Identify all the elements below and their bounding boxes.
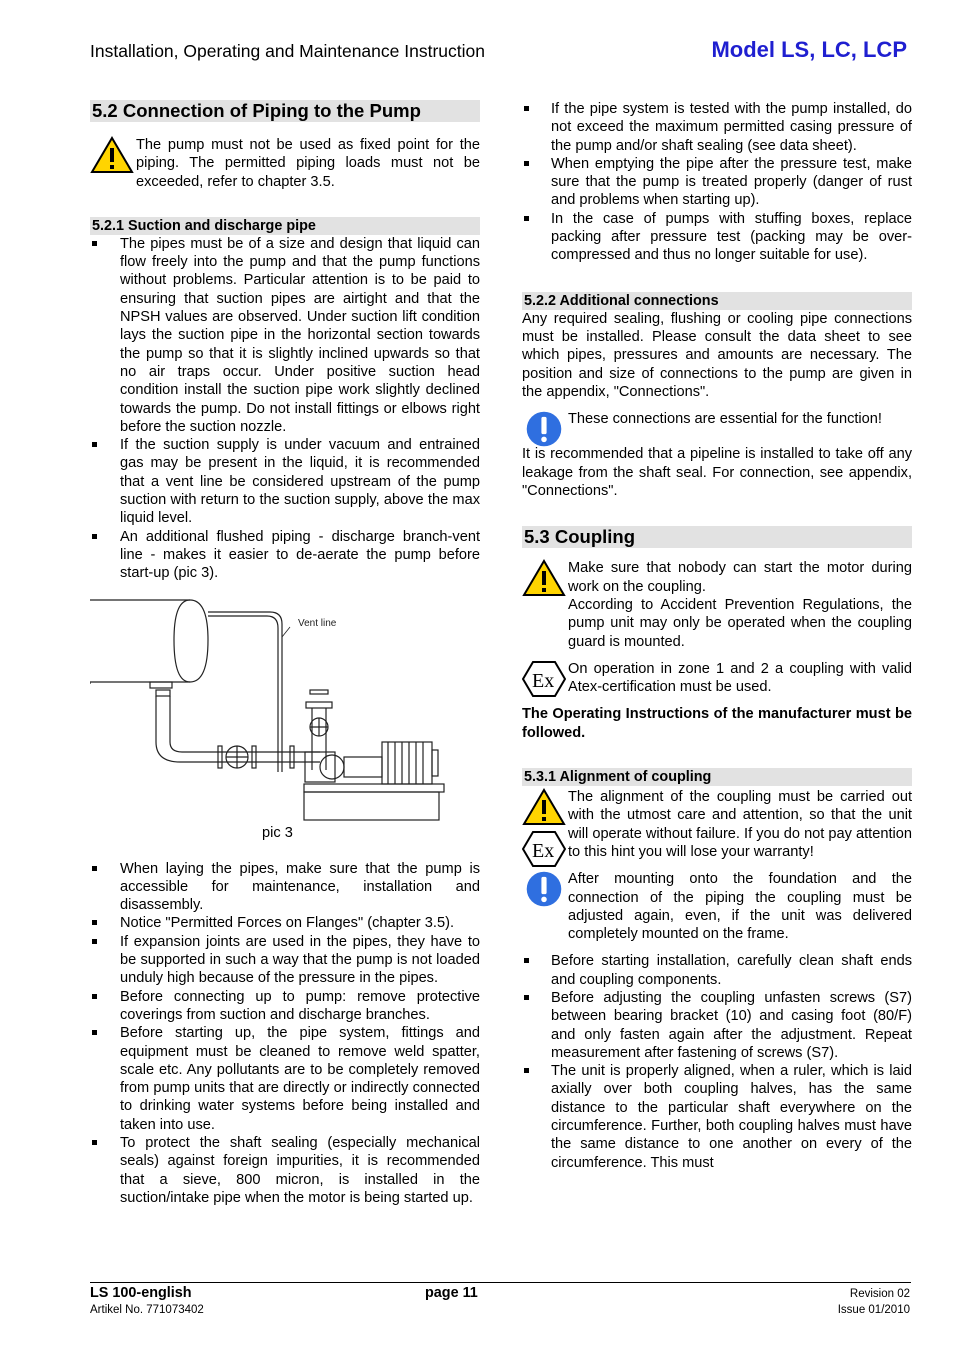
section-heading-5-3: 5.3 Coupling — [522, 526, 912, 548]
list-item: When laying the pipes, make sure that the pump is accessible for maintenance, installation and disassembly. — [90, 860, 480, 915]
figure-caption: pic 3 — [262, 824, 293, 841]
info-text: These connections are essential for the function! — [568, 411, 882, 428]
info-text: After mounting onto the foundation and the connection of the piping the coupling must be adjusted again, even, if the unit was delivered completely mounted on the frame. — [568, 871, 912, 943]
piping-notes-list — [90, 860, 480, 1208]
footer-divider — [90, 1282, 911, 1283]
info-note — [522, 410, 912, 428]
footer-document-id: LS 100-english — [90, 1285, 192, 1301]
exclamation-icon — [522, 410, 566, 448]
list-item: An additional flushed piping - discharge branch-vent line - makes it easier to de-aerate the pump before start-up (pic 3). — [90, 528, 480, 583]
warning-text: According to Accident Prevention Regulations, the pump unit may only be operated when the coupling guard is mounted. — [568, 596, 912, 650]
section-heading-5-2-1: 5.2.1 Suction and discharge pipe — [90, 217, 480, 235]
atex-note — [522, 660, 912, 697]
footer-issue: Issue 01/2010 — [837, 1304, 910, 1316]
section-heading-5-2: 5.2 Connection of Piping to the Pump — [90, 100, 480, 122]
list-item: Before starting installation, carefully clean shaft ends and coupling components. — [522, 952, 912, 989]
leakage-text: It is recommended that a pipeline is installed to take off any leakage from the shaft seal. For connection, see appendix, "Connections". — [522, 446, 912, 500]
right-column — [522, 100, 912, 1172]
list-item: Before connecting up to pump: remove protective coverings from suction and discharge branches. — [90, 988, 480, 1025]
suction-discharge-list — [90, 235, 480, 583]
atex-ex-icon — [522, 660, 566, 698]
section-heading-5-3-1: 5.3.1 Alignment of coupling — [522, 768, 912, 786]
vent-line-label: Vent line — [298, 617, 337, 629]
pressure-test-list — [522, 100, 912, 265]
list-item: In the case of pumps with stuffing boxes, replace packing after pressure test (packing may be over-compressed and thus no longer suitable for use). — [522, 210, 912, 265]
alignment-list — [522, 952, 912, 1172]
section-heading-5-2-2: 5.2.2 Additional connections — [522, 292, 912, 310]
footer-revision: Revision 02 — [849, 1288, 910, 1300]
warning-note — [522, 788, 912, 861]
atex-text: On operation in zone 1 and 2 a coupling with valid Atex-certification must be used. — [568, 660, 912, 696]
list-item: Before adjusting the coupling unfasten screws (S7) between bearing bracket (10) and casing foot (80/F) and only fasten again after the adjustment. Repeat measurement after fastening of screws (S7). — [522, 989, 912, 1062]
pump-installation-drawing — [90, 592, 480, 824]
pump-piping-figure — [90, 592, 480, 852]
manufacturer-instructions-text: The Operating Instructions of the manufacturer must be followed. — [522, 706, 912, 741]
list-item: Before starting up, the pipe system, fittings and equipment must be cleaned to remove weld spatter, scale etc. Any pollutants are to be completely removed from pump units that are directly or indirectly connected to drinking water systems before being installed and taken into use. — [90, 1024, 480, 1134]
footer-article-number: Artikel No. 771073402 — [90, 1304, 204, 1316]
warning-icon — [522, 788, 566, 826]
list-item: If expansion joints are used in the pipes, they have to be supported in such a way that the pump is not loaded unduly high because of the pressure in the pipes. — [90, 933, 480, 988]
left-column — [90, 100, 480, 1207]
atex-ex-icon — [522, 830, 566, 868]
list-item: Notice "Permitted Forces on Flanges" (chapter 3.5). — [90, 914, 480, 932]
list-item: The unit is properly aligned, when a ruler, which is laid axially over both coupling halves, has the same distance to the particular shaft everywhere on the circumference. Further, both coupling halves must have the same distance to one another on every of the circumference. This must — [522, 1062, 912, 1172]
model-title: Model LS, LC, LCP — [711, 37, 907, 62]
warning-note — [90, 136, 480, 191]
list-item: If the pipe system is tested with the pump installed, do not exceed the maximum permitted casing pressure of the pump and/or shaft sealing (see data sheet). — [522, 100, 912, 155]
svg-text:Ex: Ex — [532, 840, 555, 863]
info-note — [522, 870, 912, 943]
footer-page-number: page 11 — [425, 1285, 478, 1301]
exclamation-icon — [522, 870, 566, 908]
warning-text: The pump must not be used as fixed point for the piping. The permitted piping loads must not be exceeded, refer to chapter 3.5. — [136, 137, 480, 190]
warning-note — [522, 559, 912, 650]
list-item: To protect the shaft sealing (especially mechanical seals) against foreign impurities, it is recommended that a sieve, 800 micron, is installed in the suction/intake pipe when the motor is being started up. — [90, 1134, 480, 1207]
warning-text: Make sure that nobody can start the motor during work on the coupling. — [568, 560, 912, 595]
warning-icon — [90, 136, 134, 174]
additional-connections-text: Any required sealing, flushing or cooling pipe connections must be installed. Please consult the data sheet to see which pipes, pressures and amounts are necessary. The position and size of connections to the pump are given in the appendix, "Connections". — [522, 310, 912, 400]
list-item: If the suction supply is under vacuum and entrained gas may be present in the liquid, it is recommended that a vent line be considered upstream of the pump suction with return to the suction supply, above the max liquid level. — [90, 436, 480, 527]
warning-icon — [522, 559, 566, 597]
list-item: The pipes must be of a size and design that liquid can flow freely into the pump and that the pump functions without problems. Particular attention is to be paid to ensuring that suction pipes are airtight and that the NPSH values are observed. Under suction lift condition lays the suction pipe in the horizontal section towards the pump so that it is slightly inclined upwards so that no air traps occur. Under positive suction head condition install the suction pipe work slightly declined towards the pump. Do not install fittings or elbows right before the suction nozzle. — [90, 235, 480, 436]
svg-text:Ex: Ex — [532, 669, 555, 692]
warning-text: The alignment of the coupling must be carried out with the utmost care and attention, so that the unit will operate without failure. If you do not pay attention to this hint you will lose your warranty! — [568, 789, 912, 860]
document-title: Installation, Operating and Maintenance Instruction — [90, 41, 485, 61]
list-item: When emptying the pipe after the pressure test, make sure that the pump is treated properly (danger of rust and problems when starting up). — [522, 155, 912, 210]
